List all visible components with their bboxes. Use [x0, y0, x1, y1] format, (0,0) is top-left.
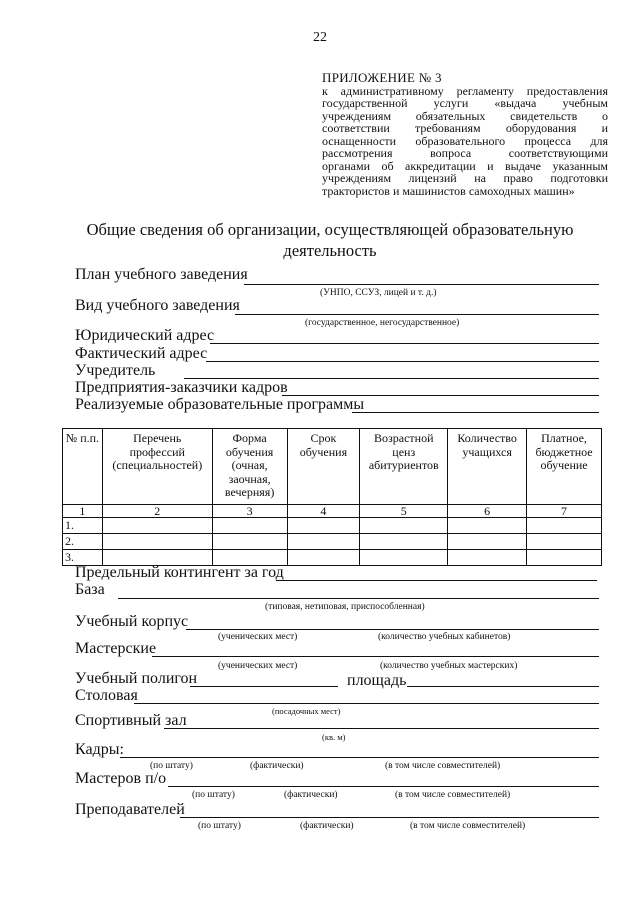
col-header-paid: Платное, бюджетное обучение [527, 429, 602, 505]
masters-part-time-hint: (в том числе совместителей) [395, 790, 511, 800]
appendix-text [322, 85, 608, 198]
gym-sqm-hint: (кв. м) [322, 732, 346, 742]
actual-address-line[interactable] [206, 361, 599, 362]
table-cell[interactable] [448, 550, 527, 566]
staff-label: Кадры: [75, 741, 124, 758]
table-cell[interactable] [212, 534, 287, 550]
teachers-part-time-hint: (в том числе совместителей) [410, 821, 526, 831]
actual-address-label: Фактический адрес [75, 345, 208, 362]
base-hint: (типовая, нетиповая, приспособленная) [265, 602, 425, 612]
column-number: 3 [212, 505, 287, 518]
customers-label: Предприятия-заказчики кадров [75, 379, 288, 396]
appendix-line: учреждениям лицензий на право подготовки [322, 171, 608, 185]
appendix-line: органами об аккредитации и выдаче указанным [322, 158, 608, 173]
appendix-line: рассмотрения вопроса соответствующими [322, 146, 608, 160]
staff-line[interactable] [120, 757, 599, 758]
col-header-form: Форма обучения (очная, заочная, вечерняя) [212, 429, 287, 505]
workshops-count-hint: (количество учебных мастерских) [380, 661, 518, 671]
masters-label: Мастеров п/о [75, 770, 167, 787]
building-line[interactable] [186, 629, 599, 630]
workshops-line[interactable] [152, 656, 599, 657]
appendix-line: учреждениям обязательных свидетельств о [322, 108, 608, 123]
table-cell[interactable] [102, 518, 212, 534]
limit-line[interactable] [276, 580, 597, 581]
table-cell[interactable] [287, 518, 360, 534]
table-cell[interactable] [527, 550, 602, 566]
appendix-block [322, 72, 608, 197]
programs-table [62, 428, 602, 566]
heading-line: деятельность [283, 241, 377, 260]
kind-line[interactable] [235, 314, 599, 315]
area-label: площадь [347, 672, 407, 689]
base-line[interactable] [118, 598, 599, 599]
column-number: 5 [360, 505, 448, 518]
kind-hint: (государственное, негосударственное) [305, 318, 460, 328]
table-cell[interactable] [287, 534, 360, 550]
col-header-professions: Перечень профессий (специальностей) [102, 429, 212, 505]
workshops-label: Мастерские [75, 640, 157, 657]
table-cell[interactable] [287, 550, 360, 566]
masters-actual-hint: (фактически) [284, 790, 338, 800]
building-places-hint: (ученических мест) [218, 632, 298, 642]
programs-label: Реализуемые образовательные программы [75, 396, 365, 413]
canteen-seats-hint: (посадочных мест) [272, 706, 341, 716]
polygon-label: Учебный полигон [75, 670, 198, 687]
document-heading [60, 219, 600, 261]
building-label: Учебный корпус [75, 613, 189, 630]
heading-line: Общие сведения об организации, осуществляющей образовательную [86, 220, 574, 239]
column-number: 7 [527, 505, 602, 518]
plan-line[interactable] [244, 284, 599, 285]
canteen-label: Столовая [75, 687, 138, 704]
table-row [63, 518, 602, 534]
column-number: 4 [287, 505, 360, 518]
table-cell[interactable] [360, 534, 448, 550]
col-header-age: Возрастной ценз абитуриентов [360, 429, 448, 505]
teachers-actual-hint: (фактически) [300, 821, 354, 831]
table-cell[interactable] [448, 518, 527, 534]
teachers-line[interactable] [180, 817, 599, 818]
plan-label: План учебного заведения [75, 266, 248, 283]
area-line[interactable] [407, 686, 599, 687]
page-number: 22 [313, 30, 327, 45]
table-cell[interactable] [527, 518, 602, 534]
col-header-term: Срок обучения [287, 429, 360, 505]
teachers-by-staff-hint: (по штату) [198, 821, 241, 831]
table-cell[interactable] [360, 518, 448, 534]
base-label: База [75, 581, 105, 598]
teachers-label: Преподавателей [75, 801, 185, 818]
limit-label: Предельный контингент за год [75, 564, 284, 581]
building-classrooms-hint: (количество учебных кабинетов) [378, 632, 511, 642]
appendix-line: соответствии требованиям оборудования и [322, 121, 608, 135]
legal-address-line[interactable] [210, 343, 599, 344]
table-cell[interactable] [448, 534, 527, 550]
table-cell[interactable] [360, 550, 448, 566]
table-row [63, 534, 602, 550]
row-label: 3. [63, 550, 103, 566]
staff-actual-hint: (фактически) [250, 761, 304, 771]
column-number: 1 [63, 505, 103, 518]
polygon-line[interactable] [190, 686, 338, 687]
staff-by-staff-hint: (по штату) [150, 761, 193, 771]
table-cell[interactable] [527, 534, 602, 550]
column-number: 2 [102, 505, 212, 518]
masters-line[interactable] [168, 786, 599, 787]
row-label: 1. [63, 518, 103, 534]
appendix-line: государственной услуги «выдача учебным [322, 96, 608, 110]
staff-part-time-hint: (в том числе совместителей) [385, 761, 501, 771]
row-label: 2. [63, 534, 103, 550]
plan-hint: (УНПО, ССУЗ, лицей и т. д.) [320, 288, 437, 298]
appendix-line: к административному регламенту предоставления [322, 83, 608, 98]
gym-line[interactable] [164, 728, 599, 729]
workshops-places-hint: (ученических мест) [218, 661, 298, 671]
table-cell[interactable] [212, 518, 287, 534]
canteen-line[interactable] [134, 703, 599, 704]
col-header-number: № п.п. [63, 429, 103, 505]
column-number: 6 [448, 505, 527, 518]
legal-address-label: Юридический адрес [75, 327, 215, 344]
col-header-count: Количество учащихся [448, 429, 527, 505]
appendix-line: трактористов и машинистов самоходных машин» [322, 183, 575, 198]
kind-label: Вид учебного заведения [75, 297, 240, 314]
founder-label: Учредитель [75, 362, 156, 379]
programs-line[interactable] [352, 412, 599, 413]
masters-by-staff-hint: (по штату) [192, 790, 235, 800]
appendix-line: оснащенности образовательного процесса для [322, 133, 608, 148]
appendix-title: ПРИЛОЖЕНИЕ № 3 [322, 70, 442, 85]
table-cell[interactable] [102, 534, 212, 550]
gym-label: Спортивный зал [75, 712, 187, 729]
